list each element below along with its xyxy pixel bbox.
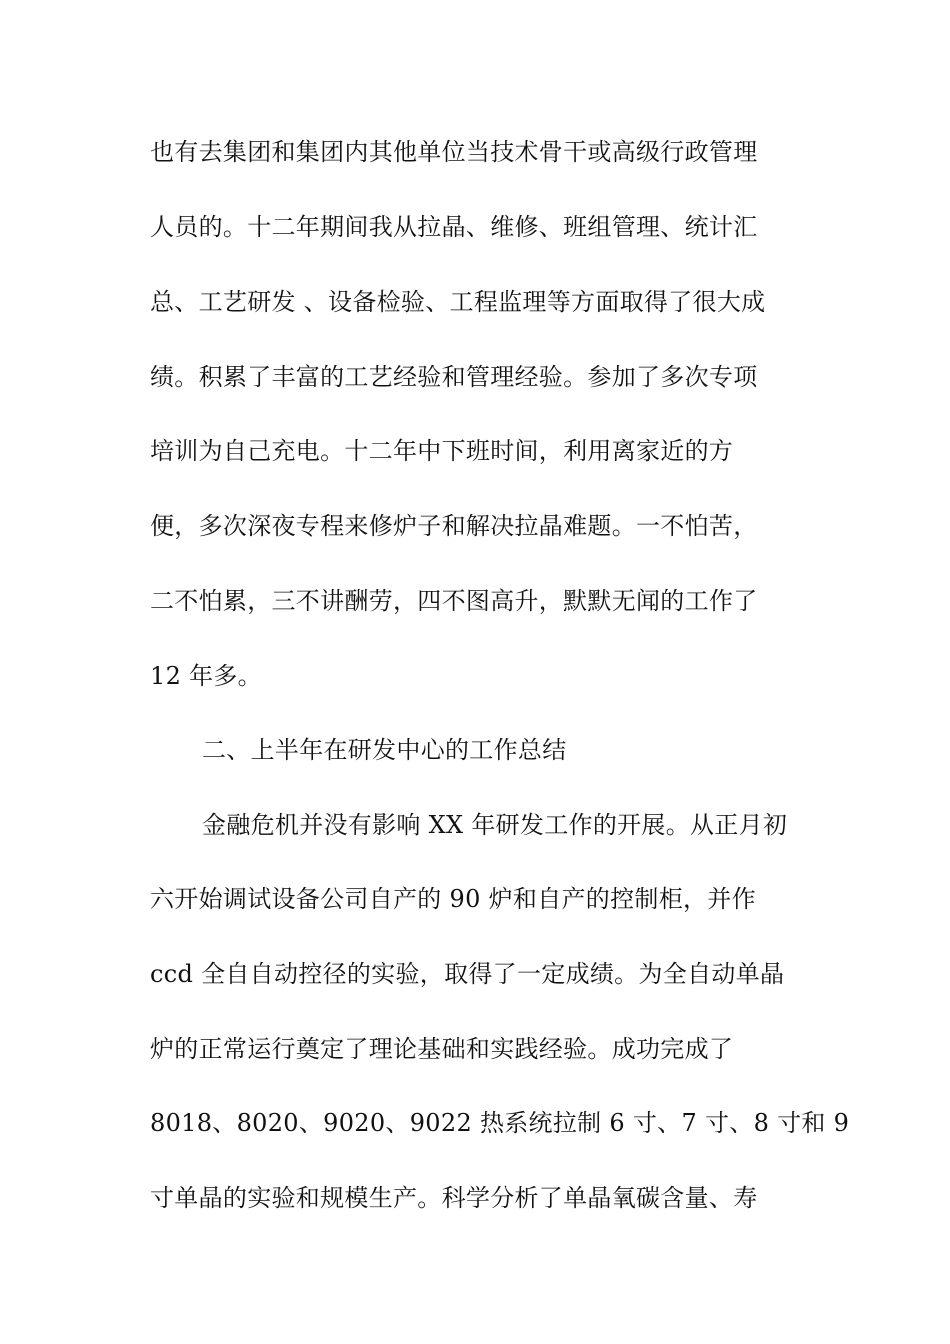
- paragraph-line: 金融危机并没有影响 XX 年研发工作的开展。从正月初: [202, 811, 788, 839]
- paragraph-line: 也有去集团和集团内其他单位当技术骨干或高级行政管理: [150, 138, 758, 166]
- paragraph-line: 8018、8020、9020、9022 热系统拉制 6 寸、7 寸、8 寸和 9: [150, 1109, 850, 1137]
- paragraph-line: 六开始调试设备公司自产的 90 炉和自产的控制柜，并作: [150, 885, 756, 913]
- section-heading: 二、上半年在研发中心的工作总结: [202, 736, 567, 764]
- paragraph-line: 绩。积累了丰富的工艺经验和管理经验。参加了多次专项: [150, 363, 758, 391]
- paragraph-line: 总、工艺研发 、设备检验、工程监理等方面取得了很大成: [150, 288, 766, 316]
- paragraph-line: 12 年多。: [150, 662, 262, 690]
- paragraph-line: ccd 全自自动控径的实验，取得了一定成绩。为全自动单晶: [150, 960, 785, 988]
- paragraph-line: 寸单晶的实验和规模生产。科学分析了单晶氧碳含量、寿: [150, 1184, 758, 1212]
- paragraph-line: 炉的正常运行奠定了理论基础和实践经验。成功完成了: [150, 1035, 734, 1063]
- paragraph-line: 培训为自己充电。十二年中下班时间，利用离家近的方: [150, 437, 734, 465]
- paragraph-line: 二不怕累，三不讲酬劳，四不图高升，默默无闻的工作了: [150, 587, 758, 615]
- paragraph-line: 便，多次深夜专程来修炉子和解决拉晶难题。一不怕苦，: [150, 512, 758, 540]
- paragraph-line: 人员的。十二年期间我从拉晶、维修、班组管理、统计汇: [150, 213, 758, 241]
